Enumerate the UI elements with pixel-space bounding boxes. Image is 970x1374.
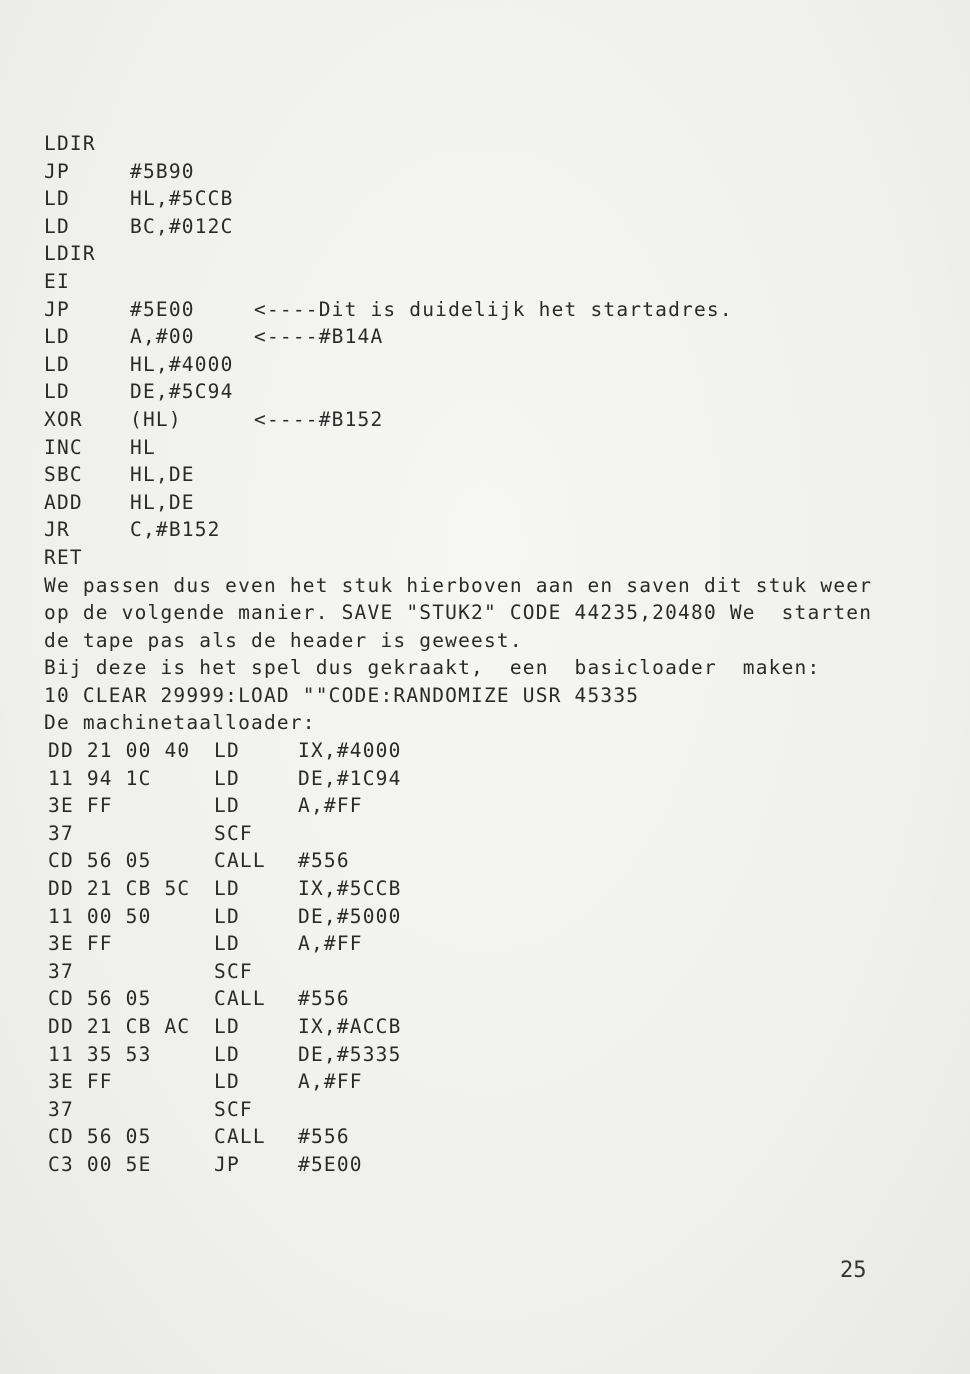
- listing1-row: [44, 323, 944, 351]
- listing2-row: [44, 985, 944, 1013]
- mnemonic: SCF: [214, 1097, 253, 1121]
- operand: IX,#5CCB: [298, 877, 402, 901]
- opcode: LDIR: [44, 132, 96, 155]
- operand: #5B90: [130, 159, 195, 183]
- hex-bytes: 37: [48, 821, 74, 845]
- operand: HL,#5CCB: [130, 187, 234, 211]
- mnemonic: LD: [214, 904, 240, 928]
- annotation-arrow: <----#B152: [254, 407, 384, 431]
- listing1-row: [44, 378, 944, 406]
- operand: DE,#5335: [298, 1042, 402, 1066]
- listing2-row: [44, 930, 944, 958]
- hex-bytes: 37: [48, 1097, 74, 1121]
- listing1-row: [44, 406, 944, 434]
- listing1-row: [44, 296, 944, 324]
- operand: HL,DE: [130, 463, 195, 487]
- mnemonic: LD: [214, 877, 240, 901]
- listing1-row: [44, 213, 944, 241]
- hex-bytes: CD 56 05: [48, 1125, 152, 1149]
- operand: DE,#5C94: [130, 380, 234, 404]
- hex-bytes: CD 56 05: [48, 849, 152, 873]
- operand: A,#FF: [298, 1070, 363, 1094]
- listing2-row: [44, 903, 944, 931]
- annotation-arrow: <----#B14A: [254, 325, 384, 349]
- listing1-row: [44, 240, 944, 268]
- operand: HL,#4000: [130, 352, 234, 376]
- listing2-row: [44, 765, 944, 793]
- operand: IX,#ACCB: [298, 1015, 402, 1038]
- hex-bytes: 11 94 1C: [48, 766, 152, 790]
- hex-bytes: CD 56 05: [48, 987, 152, 1011]
- listing1-row: [44, 544, 944, 572]
- mnemonic: LD: [214, 766, 240, 790]
- mnemonic: LD: [214, 932, 240, 956]
- operand: C,#B152: [130, 518, 221, 542]
- hex-bytes: DD 21 CB AC: [48, 1015, 191, 1038]
- prose-line: De machinetaalloader:: [44, 711, 316, 735]
- operand: HL: [130, 435, 156, 459]
- prose-line: de tape pas als de header is geweest.: [44, 628, 523, 652]
- code-listing: [44, 130, 944, 1179]
- listing2-row: [44, 1096, 944, 1124]
- operand: #556: [298, 849, 350, 873]
- mnemonic: LD: [214, 794, 240, 818]
- operand: (HL): [130, 407, 182, 431]
- hex-bytes: 3E FF: [48, 1070, 113, 1094]
- mnemonic: LD: [214, 1042, 240, 1066]
- hex-bytes: 11 00 50: [48, 904, 152, 928]
- operand: DE,#1C94: [298, 766, 402, 790]
- opcode: SBC: [44, 463, 83, 487]
- listing2-row: [44, 792, 944, 820]
- mnemonic: LD: [214, 1015, 240, 1038]
- opcode: XOR: [44, 407, 83, 431]
- listing2-row: [44, 820, 944, 848]
- prose-line: op de volgende manier. SAVE "STUK2" CODE 44235,20480 We starten: [44, 601, 873, 625]
- operand: A,#FF: [298, 932, 363, 956]
- mnemonic: CALL: [214, 1125, 266, 1149]
- opcode: JR: [44, 518, 70, 542]
- mnemonic: SCF: [214, 821, 253, 845]
- listing1-row: [44, 461, 944, 489]
- operand: HL,DE: [130, 490, 195, 514]
- annotation-arrow: <----Dit is duidelijk het startadres.: [254, 297, 733, 321]
- opcode: LD: [44, 380, 70, 404]
- opcode: LDIR: [44, 242, 96, 266]
- listing1-row: [44, 185, 944, 213]
- listing1-row: [44, 351, 944, 379]
- opcode: JP: [44, 159, 70, 183]
- hex-bytes: C3 00 5E: [48, 1152, 152, 1176]
- listing2-row: [44, 847, 944, 875]
- listing2-row: [44, 737, 944, 765]
- listing2-row: [44, 875, 944, 903]
- operand: A,#00: [130, 325, 195, 349]
- opcode: ADD: [44, 490, 83, 514]
- mnemonic: CALL: [214, 987, 266, 1011]
- mnemonic: LD: [214, 739, 240, 763]
- mnemonic: JP: [214, 1152, 240, 1176]
- operand: BC,#012C: [130, 214, 234, 238]
- basic-loader-line: 10 CLEAR 29999:LOAD ""CODE:RANDOMIZE USR 45335: [44, 683, 640, 707]
- opcode: EI: [44, 269, 70, 293]
- listing1-row: [44, 516, 944, 544]
- hex-bytes: 37: [48, 959, 74, 983]
- operand: #556: [298, 987, 350, 1011]
- mnemonic: CALL: [214, 849, 266, 873]
- hex-bytes: 11 35 53: [48, 1042, 152, 1066]
- prose-line: We passen dus even het stuk hierboven aan en saven dit stuk weer: [44, 573, 873, 597]
- opcode: LD: [44, 352, 70, 376]
- listing1-row: [44, 158, 944, 186]
- opcode: RET: [44, 545, 83, 569]
- listing2-row: [44, 1123, 944, 1151]
- opcode: LD: [44, 325, 70, 349]
- prose-line: Bij deze is het spel dus gekraakt, een basicloader maken:: [44, 656, 821, 680]
- opcode: INC: [44, 435, 83, 459]
- page-number: 25: [840, 1258, 867, 1283]
- hex-bytes: DD 21 00 40: [48, 739, 191, 763]
- mnemonic: SCF: [214, 959, 253, 983]
- opcode: LD: [44, 214, 70, 238]
- hex-bytes: DD 21 CB 5C: [48, 877, 191, 901]
- opcode: JP: [44, 297, 70, 321]
- listing1-row: [44, 268, 944, 296]
- operand: DE,#5000: [298, 904, 402, 928]
- operand: IX,#4000: [298, 739, 402, 763]
- mnemonic: LD: [214, 1070, 240, 1094]
- hex-bytes: 3E FF: [48, 932, 113, 956]
- listing2-row: [44, 958, 944, 986]
- listing2-row: [44, 1151, 944, 1179]
- listing1-row: [44, 434, 944, 462]
- listing1-row: [44, 130, 944, 158]
- operand: #5E00: [130, 297, 195, 321]
- opcode: LD: [44, 187, 70, 211]
- listing2-row: [44, 1068, 944, 1096]
- operand: A,#FF: [298, 794, 363, 818]
- operand: #5E00: [298, 1152, 363, 1176]
- listing1-row: [44, 489, 944, 517]
- listing2-row: [44, 1041, 944, 1069]
- operand: #556: [298, 1125, 350, 1149]
- listing2-row: [44, 1013, 944, 1041]
- hex-bytes: 3E FF: [48, 794, 113, 818]
